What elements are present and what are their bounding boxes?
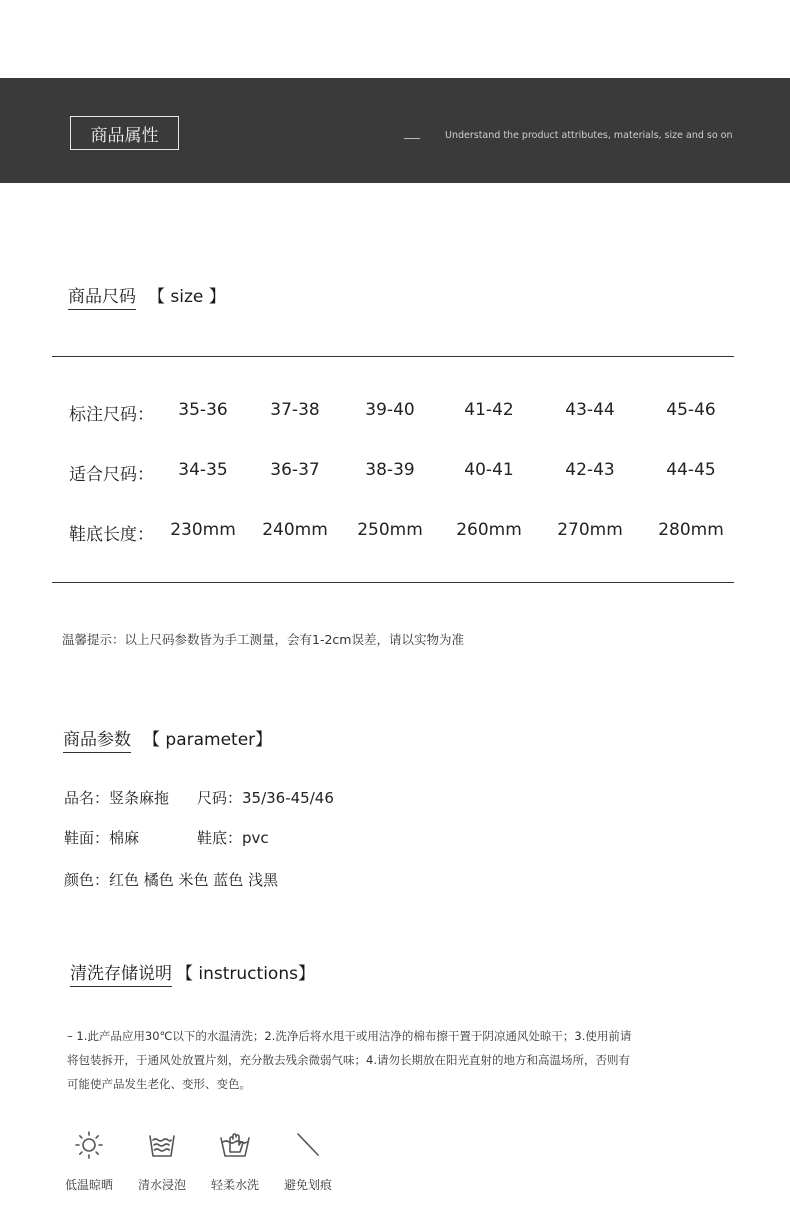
size-cell: 45-46	[666, 400, 716, 420]
size-tip: 温馨提示：以上尺码参数皆为手工测量，会有1-2cm误差，请以实物为准	[62, 632, 464, 647]
size-table-bottom-rule	[52, 582, 734, 583]
size-heading-en: 【 size 】	[148, 287, 226, 307]
size-cell: 39-40	[365, 400, 415, 420]
banner-dash	[404, 138, 420, 139]
instr-line: – 1.此产品应用30℃以下的水温清洗；2.洗净后将水甩干或用洁净的棉布擦干置于阴凉通风处晾干；3.使用前请	[67, 1029, 632, 1043]
size-cell: 43-44	[565, 400, 615, 420]
care-item-handwash	[200, 1130, 270, 1193]
size-row-label: 标注尺码：	[69, 405, 154, 425]
care-item-scratch	[273, 1130, 343, 1193]
param-sole: 鞋底：pvc	[197, 829, 269, 847]
param-heading-cn: 商品参数	[63, 730, 131, 753]
instr-heading	[70, 959, 315, 984]
size-cell: 260mm	[456, 520, 522, 540]
param-heading	[63, 725, 272, 750]
size-cell: 280mm	[658, 520, 724, 540]
care-label: 低温晾晒	[64, 1178, 113, 1192]
water-soak-icon	[147, 1130, 177, 1160]
size-cell: 37-38	[270, 400, 320, 420]
param-colors: 颜色：红色 橘色 米色 蓝色 浅黑	[64, 871, 279, 889]
size-row-fit	[0, 460, 790, 484]
size-cell: 44-45	[666, 460, 716, 480]
size-row-sole-length	[0, 520, 790, 544]
size-cell: 230mm	[170, 520, 236, 540]
size-cell: 42-43	[565, 460, 615, 480]
size-table-top-rule	[52, 356, 734, 357]
scratch-icon	[293, 1130, 323, 1160]
size-row-marked	[0, 400, 790, 424]
care-item-sun	[54, 1130, 124, 1193]
param-upper: 鞋面：棉麻	[64, 829, 140, 847]
size-cell: 34-35	[178, 460, 228, 480]
instr-text	[67, 1024, 707, 1096]
size-cell: 38-39	[365, 460, 415, 480]
care-label: 轻柔水洗	[210, 1178, 259, 1192]
instr-line: 将包装拆开，于通风处放置片刻，充分散去残余微弱气味；4.请勿长期放在阳光直射的地方和高温场所，否则有	[67, 1053, 630, 1067]
hand-wash-icon	[219, 1130, 251, 1160]
size-row-label: 鞋底长度：	[69, 525, 154, 545]
instr-heading-en: 【 instructions】	[176, 964, 315, 984]
instr-line: 可能使产品发生老化、变形、变色。	[67, 1077, 251, 1091]
size-row-label: 适合尺码：	[69, 465, 154, 485]
param-size: 尺码：35/36-45/46	[197, 789, 334, 807]
banner-title: 商品属性	[70, 116, 179, 150]
size-cell: 240mm	[262, 520, 328, 540]
care-item-soak	[127, 1130, 197, 1193]
instr-heading-cn: 清洗存储说明	[70, 964, 172, 987]
size-cell: 40-41	[464, 460, 514, 480]
attributes-banner	[0, 78, 790, 183]
size-cell: 250mm	[357, 520, 423, 540]
size-heading	[68, 282, 226, 307]
param-heading-en: 【 parameter】	[143, 730, 273, 750]
size-cell: 270mm	[557, 520, 623, 540]
param-name: 品名：竖条麻拖	[64, 789, 170, 807]
banner-subtitle: Understand the product attributes, materials, size and so on	[445, 130, 733, 141]
size-cell: 36-37	[270, 460, 320, 480]
size-cell: 41-42	[464, 400, 514, 420]
care-label: 避免划痕	[283, 1178, 332, 1192]
sun-icon	[74, 1130, 104, 1160]
size-heading-cn: 商品尺码	[68, 287, 136, 310]
care-label: 清水浸泡	[137, 1178, 186, 1192]
size-cell: 35-36	[178, 400, 228, 420]
